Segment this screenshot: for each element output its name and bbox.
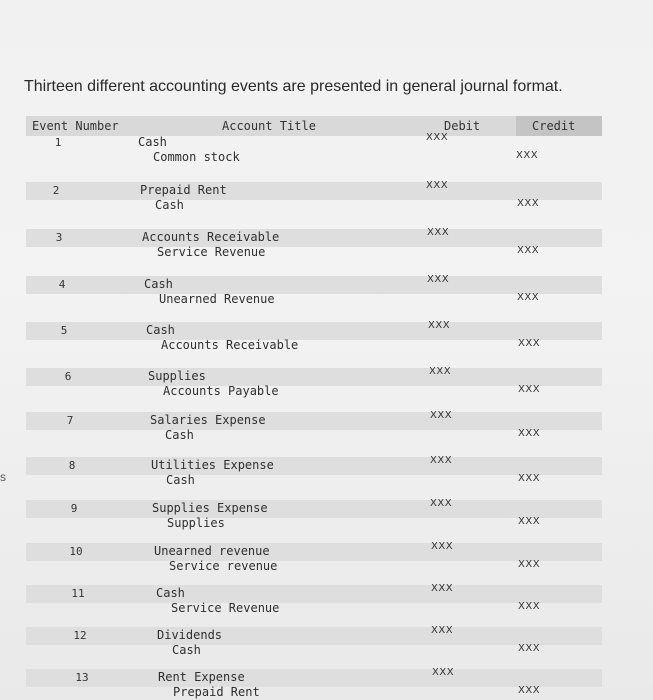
debit-amount: XXX — [429, 366, 452, 377]
debit-amount: XXX — [426, 180, 449, 191]
event-number: 3 — [55, 231, 63, 244]
row-band — [26, 182, 602, 200]
credit-account-title: Supplies — [167, 516, 225, 530]
credit-account-title: Cash — [165, 428, 194, 442]
journal-entry-row — [26, 625, 602, 669]
event-number: 1 — [54, 136, 62, 149]
row-band — [26, 585, 602, 603]
event-number: 10 — [69, 545, 83, 558]
credit-account-title: Service Revenue — [171, 601, 280, 615]
debit-amount: XXX — [430, 455, 453, 466]
credit-amount: XXX — [517, 198, 540, 209]
event-number: 5 — [60, 324, 68, 337]
credit-account-title: Accounts Payable — [163, 384, 279, 398]
event-number: 6 — [64, 370, 72, 383]
journal-entry-row — [26, 180, 602, 224]
debit-amount: XXX — [432, 667, 455, 678]
event-number: 7 — [66, 414, 74, 427]
row-band — [26, 543, 602, 561]
credit-account-title: Cash — [166, 473, 195, 487]
row-band — [26, 229, 602, 247]
credit-account-title: Service Revenue — [157, 245, 266, 259]
credit-account-title: Service revenue — [169, 559, 278, 573]
debit-account-title: Prepaid Rent — [140, 183, 227, 197]
credit-amount: XXX — [516, 150, 539, 161]
debit-account-title: Unearned revenue — [154, 544, 270, 558]
event-number: 11 — [71, 587, 85, 600]
debit-amount: XXX — [430, 410, 453, 421]
credit-amount: XXX — [518, 428, 541, 439]
credit-amount: XXX — [518, 601, 541, 612]
column-header-debit: Debit — [444, 119, 481, 133]
journal-entry-row — [26, 274, 602, 318]
event-number: 8 — [68, 459, 76, 472]
credit-amount: XXX — [518, 559, 541, 570]
journal-entry-row — [26, 667, 602, 700]
debit-amount: XXX — [430, 498, 453, 509]
credit-account-title: Common stock — [153, 150, 240, 164]
credit-amount: XXX — [518, 338, 541, 349]
event-number: 9 — [70, 502, 78, 515]
row-band — [26, 627, 602, 645]
column-header-account-title: Account Title — [222, 119, 316, 133]
row-band — [26, 669, 602, 687]
row-band — [26, 500, 602, 518]
credit-amount: XXX — [518, 384, 541, 395]
edge-mark: s — [0, 470, 6, 484]
debit-account-title: Supplies Expense — [152, 501, 268, 515]
journal-entry-row — [26, 410, 602, 454]
row-band — [26, 276, 602, 294]
event-number: 4 — [58, 278, 66, 291]
credit-amount: XXX — [517, 245, 540, 256]
debit-amount: XXX — [431, 583, 454, 594]
journal-entry-row — [26, 498, 602, 542]
credit-account-title: Accounts Receivable — [161, 338, 299, 352]
event-number: 12 — [73, 629, 87, 642]
credit-amount: XXX — [518, 516, 541, 527]
row-band — [26, 322, 602, 340]
credit-amount: XXX — [518, 473, 541, 484]
row-band — [26, 457, 602, 475]
debit-account-title: Utilities Expense — [151, 458, 274, 472]
debit-amount: XXX — [431, 541, 454, 552]
journal-entry-row — [26, 132, 602, 176]
debit-amount: XXX — [427, 227, 450, 238]
debit-amount: XXX — [428, 320, 451, 331]
credit-account-title: Cash — [155, 198, 184, 212]
journal-entry-row — [26, 227, 602, 271]
credit-account-title: Unearned Revenue — [159, 292, 275, 306]
page-heading: Thirteen different accounting events are presented in general journal format. — [24, 78, 563, 95]
debit-account-title: Rent Expense — [158, 670, 245, 684]
debit-amount: XXX — [426, 132, 449, 143]
credit-amount: XXX — [518, 643, 541, 654]
credit-account-title: Prepaid Rent — [173, 685, 260, 699]
credit-amount: XXX — [518, 685, 541, 696]
debit-account-title: Cash — [146, 323, 175, 337]
event-number: 13 — [75, 671, 89, 684]
debit-amount: XXX — [427, 274, 450, 285]
column-header-event-number: Event Number — [32, 119, 119, 133]
journal-entry-row — [26, 541, 602, 585]
debit-account-title: Cash — [156, 586, 185, 600]
debit-account-title: Dividends — [157, 628, 223, 642]
debit-account-title: Cash — [138, 135, 167, 149]
row-band — [26, 368, 602, 386]
event-number: 2 — [52, 184, 60, 197]
journal-entry-row — [26, 583, 602, 627]
credit-account-title: Cash — [172, 643, 201, 657]
debit-account-title: Supplies — [148, 369, 206, 383]
credit-amount: XXX — [517, 292, 540, 303]
debit-amount: XXX — [431, 625, 454, 636]
debit-account-title: Accounts Receivable — [142, 230, 280, 244]
debit-account-title: Salaries Expense — [150, 413, 266, 427]
journal-entry-row — [26, 455, 602, 499]
journal-entry-row — [26, 320, 602, 364]
row-band — [26, 412, 602, 430]
journal-entry-row — [26, 366, 602, 410]
column-header-credit: Credit — [532, 119, 576, 133]
debit-account-title: Cash — [144, 277, 173, 291]
